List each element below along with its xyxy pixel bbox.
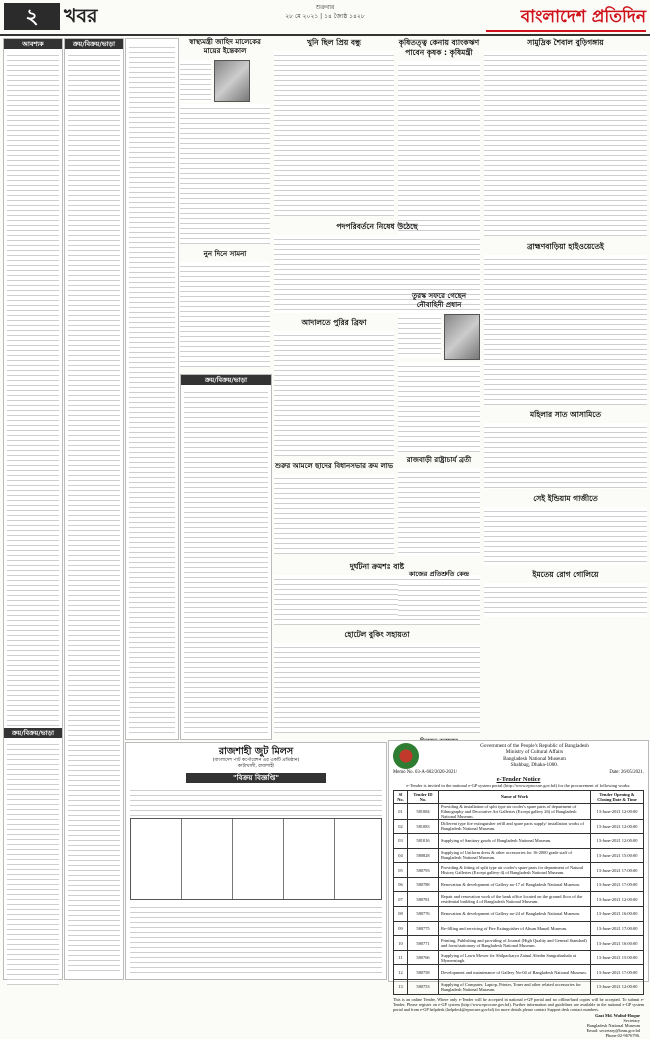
headline[interactable]: শুরুর আমলে ছাদের বিধানসভার ক্রম লাভ — [274, 462, 394, 470]
article-seaweed — [484, 38, 647, 238]
row-name: Supplying of Lawn Mower for Shilpacharya Zainul Abedin Sangrahashala at Mymensingh. — [439, 950, 591, 965]
row-time: 13-June-2021 15:00:00 — [591, 848, 644, 863]
signer-phone: Phone:02-9676796. — [605, 1033, 640, 1039]
row-time: 13-June-2021 17:00:00 — [591, 921, 644, 936]
headline[interactable]: হোটেল বুকিং সহায়তা — [344, 630, 410, 639]
ad-org-sub: (বাংলাদেশ পাট কর্পোরেশন এর একটি প্রতিষ্ঠান) — [212, 758, 300, 763]
article-text — [484, 583, 647, 617]
table-row — [394, 863, 644, 878]
row-name: Providing & installation of split type air cooler's spare parts of department of Ethnography and Decorative Art Galleries (Except gallery 26) of Bangladesh National Museum. — [439, 803, 591, 819]
row-id: 580758 — [408, 965, 439, 980]
row-time: 13-June-2021 17:00:00 — [591, 965, 644, 980]
signer-name: Gazi Md. Waliul-Hoque — [595, 1012, 640, 1018]
headline[interactable]: মহিলার সাত আসামিতে — [530, 410, 601, 419]
article-text — [484, 423, 647, 489]
table-row — [394, 950, 644, 965]
issue-date: ২৮ মে ২০২১ | ১৪ জ্যৈষ্ঠ ১৪২৮ — [285, 13, 365, 20]
jute-mills-ad — [125, 742, 387, 980]
article-text — [274, 331, 394, 456]
signer-title: Secretary — [623, 1017, 640, 1023]
memo-number: Memo No. 03-A-602/2020-2021/ — [393, 770, 458, 775]
row-sl: 05 — [394, 863, 408, 878]
article-text — [398, 581, 480, 619]
row-time: 13-June-2021 12:00:00 — [591, 980, 644, 995]
row-sl: 13 — [394, 980, 408, 995]
classified-text-block — [7, 740, 59, 985]
row-name: Development and maintenance of Gallery No-04 of Bangladesh National Museum. — [439, 965, 591, 980]
row-time: 13-June-2021 17:00:00 — [591, 877, 644, 892]
headline[interactable]: স্বাস্থ্যমন্ত্রী জাহিদ মালেকের মায়ের ইন্তেকাল — [189, 38, 261, 55]
row-time: 13-June-2021 16:00:00 — [591, 907, 644, 922]
row-name: Supplying of Computer, Laptop, Printer, Toner and other related accessories for Bangladesh National Museum. — [439, 980, 591, 995]
row-sl: 12 — [394, 965, 408, 980]
row-id: 580753 — [408, 980, 439, 995]
tender-footer: This is an online Tender, Where only e-Tender will be accepted in national e-GP portal and no offline/hard copies will be accepted. To submit e-Tender, Please register on e-GP system (http://www.eprocure.gov.bd). Further information and guidelines are available in the national e-GP system portal and from e-GP helpdesk (helpdesk@eprocure.gov.bd) for more details please contact Support desk contact numbers. — [393, 996, 644, 1012]
ad-title: "বিক্রয় বিজ্ঞপ্তি" — [186, 773, 326, 783]
headline[interactable]: সেই ইন্ডিয়াম গাজীতে — [533, 494, 598, 503]
classified-text-block — [129, 43, 175, 733]
headline[interactable]: কৃষিতত্ত্ব কেনায় ব্যাংকঋণ পাবেন কৃষক : কৃষিমন্ত্রী — [398, 38, 480, 57]
row-name: Re-filling and servicing of Fire Extinguisher of Ahsan Manzil Museum. — [439, 921, 591, 936]
row-name: Renovation & development of Gallery no-17 of Bangladesh National Museum. — [439, 877, 591, 892]
row-id: 580766 — [408, 950, 439, 965]
row-sl: 10 — [394, 936, 408, 951]
memo-date: Date: 26/05/2021. — [609, 770, 644, 775]
row-name: Renovation & development of Gallery no-24 of Bangladesh National Museum. — [439, 907, 591, 922]
article-minister-mother — [180, 38, 270, 248]
issue-day: শুক্রবার — [315, 4, 335, 11]
classifieds-mid — [180, 374, 272, 740]
col-tender-id: Tender ID No. — [408, 790, 439, 803]
gov-line-4: Shahbag, Dhaka-1000. — [510, 762, 559, 769]
col-name: Name of Work — [439, 790, 591, 803]
article-navy-chief — [398, 292, 480, 452]
col-time: Tender Opening & Closing Date & Time — [591, 790, 644, 803]
article-indiyam — [484, 494, 647, 566]
row-sl: 03 — [394, 834, 408, 849]
row-id: 581084 — [408, 803, 439, 819]
page-header — [0, 0, 650, 36]
headline[interactable]: রাজবাড়ী রাষ্ট্রাচার্য ব্রতী — [406, 456, 472, 464]
article-emteo-rog — [484, 570, 647, 618]
row-name: Supplying of Uniform dress & other accessories for 16-2000 grade staff of Bangladesh National Museum. — [439, 848, 591, 863]
headline[interactable]: ইমতেয় রোগ গোলিয়ে — [532, 570, 599, 579]
row-name: Printing, Publishing and providing of Journal (High Quality and General Standard) and form/stationary of Bangladesh National Museum. — [439, 936, 591, 951]
table-row — [394, 892, 644, 907]
article-nun-dine — [180, 250, 270, 370]
row-time: 13-June-2021 12:00:00 — [591, 834, 644, 849]
headline[interactable]: আদালতে পুরির ব্রিফা — [301, 318, 367, 327]
headline[interactable]: সামুদ্রিক শৈবাল বুড়িগঙ্গায় — [527, 38, 604, 47]
row-sl: 06 — [394, 877, 408, 892]
headline[interactable]: নুন দিনে সামনা — [203, 250, 247, 258]
table-row — [394, 936, 644, 951]
article-rajbari — [398, 456, 480, 566]
article-text — [180, 104, 270, 244]
table-row — [394, 965, 644, 980]
row-time: 13-June-2021 15:00:00 — [591, 950, 644, 965]
classifieds-column-3 — [125, 38, 179, 740]
classifieds-column-1 — [3, 38, 63, 980]
row-id: 580788 — [408, 877, 439, 892]
ad-address: কাটাখালী, রাজশাহী — [237, 764, 275, 769]
row-name: Repair and renovation work of the bank office located on the ground floor of the residential building 4 of Bangladesh National Museum. — [439, 892, 591, 907]
tender-table-header — [394, 790, 644, 803]
classifieds-mid-title: ক্রয়/বিক্রয়/ভাড়া — [181, 375, 271, 385]
article-text — [274, 643, 480, 733]
classified-text-block — [184, 388, 268, 733]
tender-table — [393, 790, 644, 995]
table-row — [394, 848, 644, 863]
article-text — [484, 507, 647, 565]
row-sl: 02 — [394, 819, 408, 834]
row-name: Providing & fitting of split type air cooler's spare parts for department of Natural History Galleries (Except gallery-4) of Bangladesh National Museum. — [439, 863, 591, 878]
classified-text-block — [7, 51, 59, 726]
table-row — [394, 803, 644, 819]
gov-line-3: Bangladesh National Museum — [503, 755, 566, 762]
tender-notice — [388, 740, 649, 1039]
classifieds-title: আবশ্যক — [4, 39, 62, 49]
article-text — [398, 314, 441, 358]
headline[interactable]: পদপরিবর্তনে নিষেধ উঠেছে — [336, 222, 418, 231]
section-title: খবর — [64, 5, 98, 27]
classifieds-subtitle: ক্রয়/বিক্রয়/ভাড়া — [4, 728, 62, 738]
ad-table — [130, 818, 382, 900]
headline[interactable]: ব্রাহ্মণবাড়িয়া হাইওয়েতেই — [527, 242, 604, 251]
navy-chief-photo — [444, 314, 480, 360]
row-id: 580771 — [408, 936, 439, 951]
gov-line-1: Government of the People's Republic of Bangladesh — [480, 743, 589, 749]
row-time: 13-June-2021 12:00:00 — [591, 892, 644, 907]
row-sl: 08 — [394, 907, 408, 922]
classifieds-title-2: ক্রয়/বিক্রয়/ভাড়া — [65, 39, 123, 49]
row-id: 581016 — [408, 834, 439, 849]
classified-text-block — [68, 51, 120, 971]
article-text — [274, 51, 394, 216]
article-text — [484, 255, 647, 405]
article-text — [180, 60, 211, 102]
row-time: 13-June-2021 12:00:00 — [591, 819, 644, 834]
article-friend-killer — [274, 38, 394, 218]
table-row — [394, 980, 644, 995]
signer-org: Bangladesh National Museum — [586, 1023, 640, 1029]
table-row — [394, 819, 644, 834]
gov-line-2: Ministry of Cultural Affairs — [505, 749, 564, 756]
row-id: 580828 — [408, 848, 439, 863]
article-text — [180, 262, 270, 367]
ad-org-name: রাজশাহী জুট মিলস — [218, 746, 294, 757]
headline[interactable]: দুর্ঘটনা ক্রমশঃ বাষ্ট — [349, 562, 405, 571]
row-id: 580776 — [408, 907, 439, 922]
article-text — [398, 468, 480, 556]
col-sl: Sl No. — [394, 790, 408, 803]
portrait-photo — [214, 60, 250, 102]
article-text — [484, 51, 647, 236]
article-kajer — [398, 570, 480, 626]
row-time: 13-June-2021 17:00:00 — [591, 863, 644, 878]
row-sl: 07 — [394, 892, 408, 907]
newspaper-logo[interactable]: বাংলাদেশ প্রতিদিন — [520, 7, 646, 27]
table-row — [394, 921, 644, 936]
row-id: 580775 — [408, 921, 439, 936]
tender-title: e-Tender Notice — [496, 776, 541, 783]
article-text — [274, 474, 394, 554]
article-shurur-amole — [274, 462, 394, 558]
article-mohilar — [484, 410, 647, 490]
row-time: 13-June-2021 16:00:00 — [591, 936, 644, 951]
article-adalote — [274, 318, 394, 458]
row-id: 580793 — [408, 863, 439, 878]
page-number: ২ — [4, 3, 60, 30]
row-id: 580781 — [408, 892, 439, 907]
article-brahmanbaria — [484, 242, 647, 407]
article-hotel-booking — [274, 630, 480, 735]
logo-underline — [486, 30, 646, 32]
ad-body-text — [130, 786, 382, 816]
table-row — [394, 877, 644, 892]
tender-intro: e-Tender is invited in the national e-GP system portal (http://www.eprocure.gov.bd) for the procurement of following works: — [406, 783, 631, 788]
classifieds-column-2 — [64, 38, 124, 980]
row-name: Different type fire extinguisher refill and spare parts supply/ installation works of Bangladesh National Museum. — [439, 819, 591, 834]
row-sl: 04 — [394, 848, 408, 863]
govt-seal-icon — [393, 743, 419, 769]
row-id: 581083 — [408, 819, 439, 834]
article-text — [398, 362, 480, 452]
table-row — [394, 907, 644, 922]
row-sl: 01 — [394, 803, 408, 819]
row-sl: 09 — [394, 921, 408, 936]
headline[interactable]: তুরস্ক সফরে গেছেন নৌবাহিনী প্রধান — [411, 292, 467, 309]
ad-body-text — [130, 903, 382, 973]
headline[interactable]: কাজের প্রতিশ্রুতি কেন্দ্র — [408, 570, 470, 578]
row-time: 13-June-2021 12:00:00 — [591, 803, 644, 819]
row-sl: 11 — [394, 950, 408, 965]
table-row — [394, 834, 644, 849]
tender-signature — [389, 1013, 648, 1039]
row-name: Supplying of Sanitary goods of Bangladesh National Museum. — [439, 834, 591, 849]
headline[interactable]: খুনি ছিল প্রিয় বন্ধু — [307, 38, 361, 47]
signer-email: Email: secretary@bnm.gov.bd — [586, 1028, 640, 1034]
